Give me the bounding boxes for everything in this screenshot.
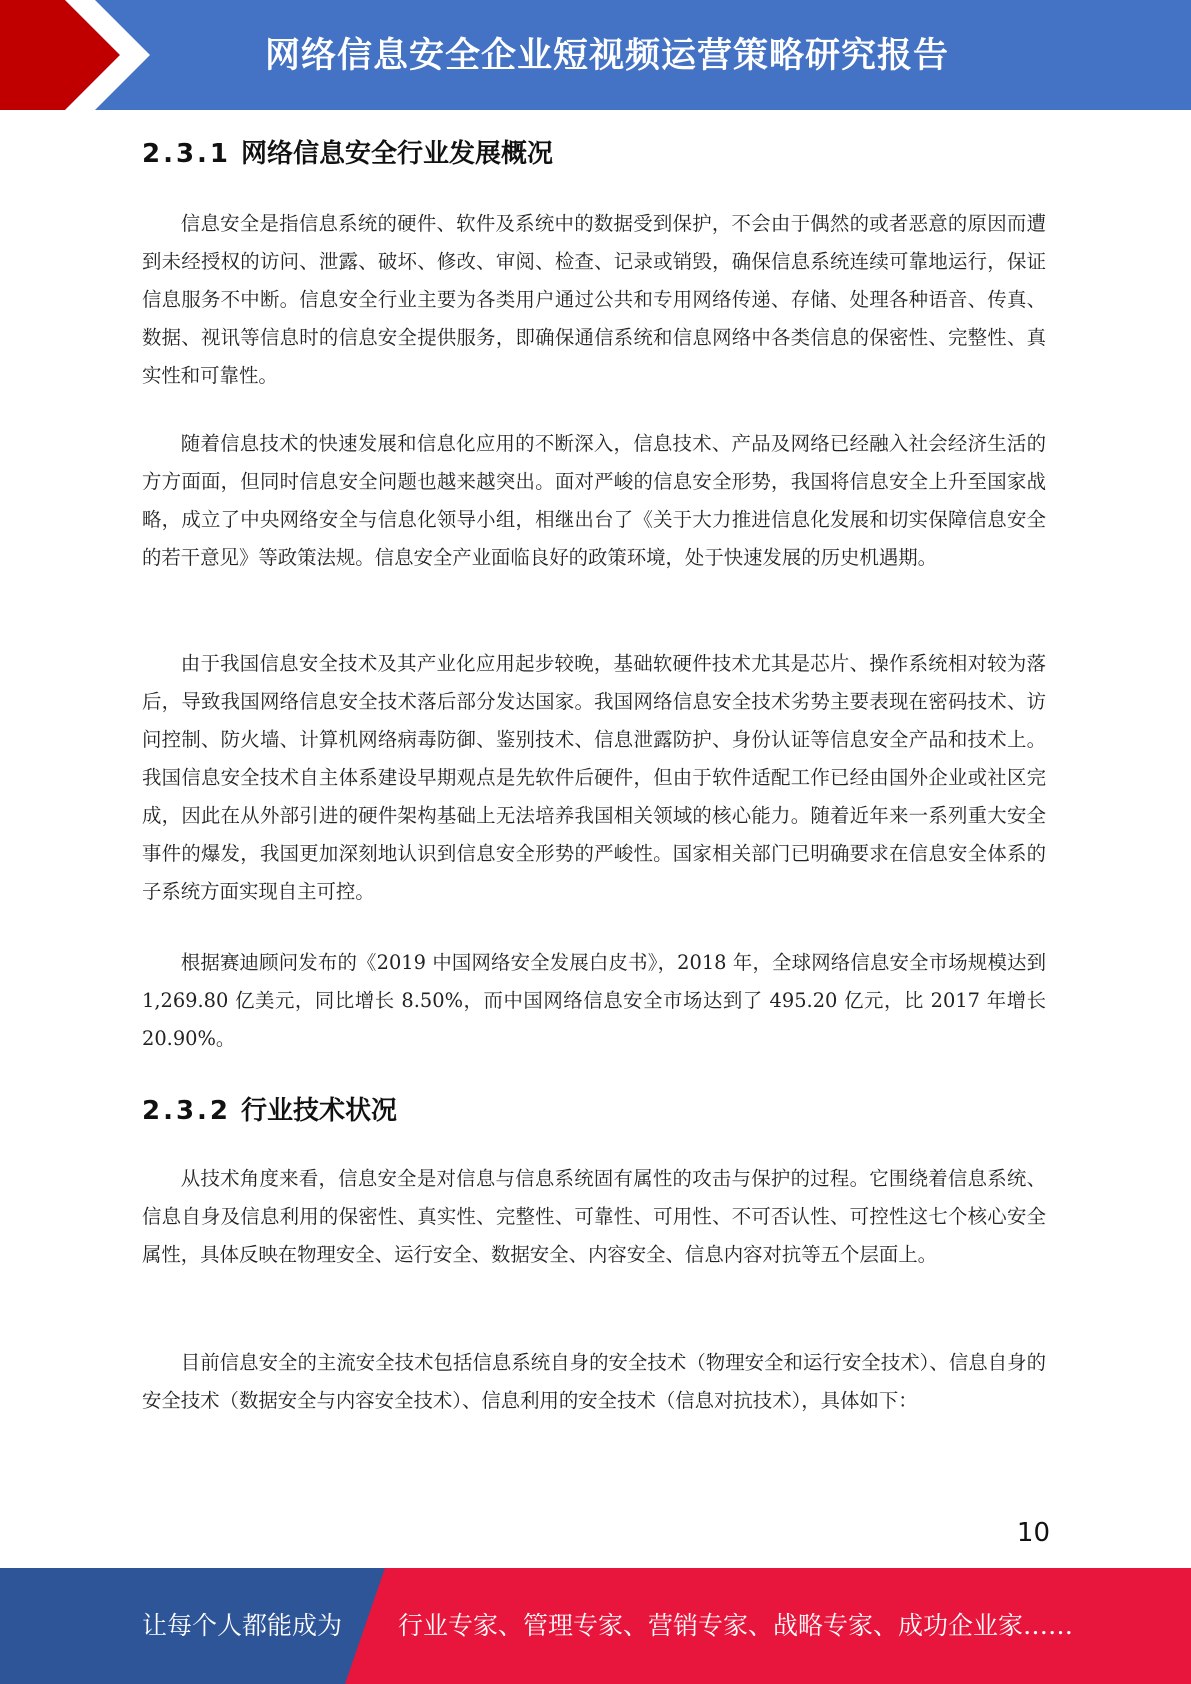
paragraph: 目前信息安全的主流安全技术包括信息系统自身的安全技术（物理安全和运行安全技术）、信息自身的安全技术（数据安全与内容安全技术）、信息利用的安全技术（信息对抗技术），具体如下： <box>142 1351 1046 1412</box>
paragraph: 根据赛迪顾问发布的《2019 中国网络安全发展白皮书》，2018 年，全球网络信息安全市场规模达到 1,269.80 亿美元，同比增长 8.50%，而中国网络信息安全市场达到了 495.20 亿元，比 2017 年增长 20.90%。 <box>142 951 1046 1050</box>
section-number: 2.3.1 <box>142 139 232 169</box>
section-number: 2.3.2 <box>142 1096 232 1126</box>
page-header <box>0 0 1191 110</box>
paragraph: 由于我国信息安全技术及其产业化应用起步较晚，基础软硬件技术尤其是芯片、操作系统相对较为落后，导致我国网络信息安全技术落后部分发达国家。我国网络信息安全技术劣势主要表现在密码技术、访问控制、防火墙、计算机网络病毒防御、鉴别技术、信息泄露防护、身份认证等信息安全产品和技术上。我国信息安全技术自主体系建设早期观点是先软件后硬件，但由于软件适配工作已经由国外企业或社区完成，因此在从外部引进的硬件架构基础上无法培养我国相关领域的核心能力。随着近年来一系列重大安全事件的爆发，我国更加深刻地认识到信息安全形势的严峻性。国家相关部门已明确要求在信息安全体系的子系统方面实现自主可控。 <box>142 652 1046 903</box>
paragraph: 随着信息技术的快速发展和信息化应用的不断深入，信息技术、产品及网络已经融入社会经济生活的方方面面，但同时信息安全问题也越来越突出。面对严峻的信息安全形势，我国将信息安全上升至国家战略，成立了中央网络安全与信息化领导小组，相继出台了《关于大力推进信息化发展和切实保障信息安全的若干意见》等政策法规。信息安全产业面临良好的政策环境，处于快速发展的历史机遇期。 <box>142 432 1046 569</box>
page-footer <box>0 1568 1191 1684</box>
paragraph: 从技术角度来看，信息安全是对信息与信息系统固有属性的攻击与保护的过程。它围绕着信息系统、信息自身及信息利用的保密性、真实性、完整性、可靠性、可用性、不可否认性、可控性这七个核心安全属性，具体反映在物理安全、运行安全、数据安全、内容安全、信息内容对抗等五个层面上。 <box>142 1167 1046 1266</box>
section-title: 网络信息安全行业发展概况 <box>241 139 554 169</box>
section-heading-2-3-2 <box>142 1090 397 1127</box>
section-heading-2-3-1 <box>142 133 553 170</box>
section-title: 行业技术状况 <box>241 1096 398 1126</box>
header-title: 网络信息安全企业短视频运营策略研究报告 <box>265 36 950 76</box>
header-red-chevron <box>0 0 150 110</box>
footer-slogan-left: 让每个人都能成为 <box>142 1611 343 1640</box>
page-number: 10 <box>1016 1518 1050 1548</box>
footer-slogan-right: 行业专家、管理专家、营销专家、战略专家、成功企业家…… <box>398 1611 1074 1640</box>
paragraph: 信息安全是指信息系统的硬件、软件及系统中的数据受到保护，不会由于偶然的或者恶意的原因而遭到未经授权的访问、泄露、破坏、修改、审阅、检查、记录或销毁，确保信息系统连续可靠地运行，保证信息服务不中断。信息安全行业主要为各类用户通过公共和专用网络传递、存储、处理各种语音、传真、数据、视讯等信息时的信息安全提供服务，即确保通信系统和信息网络中各类信息的保密性、完整性、真实性和可靠性。 <box>142 212 1046 387</box>
